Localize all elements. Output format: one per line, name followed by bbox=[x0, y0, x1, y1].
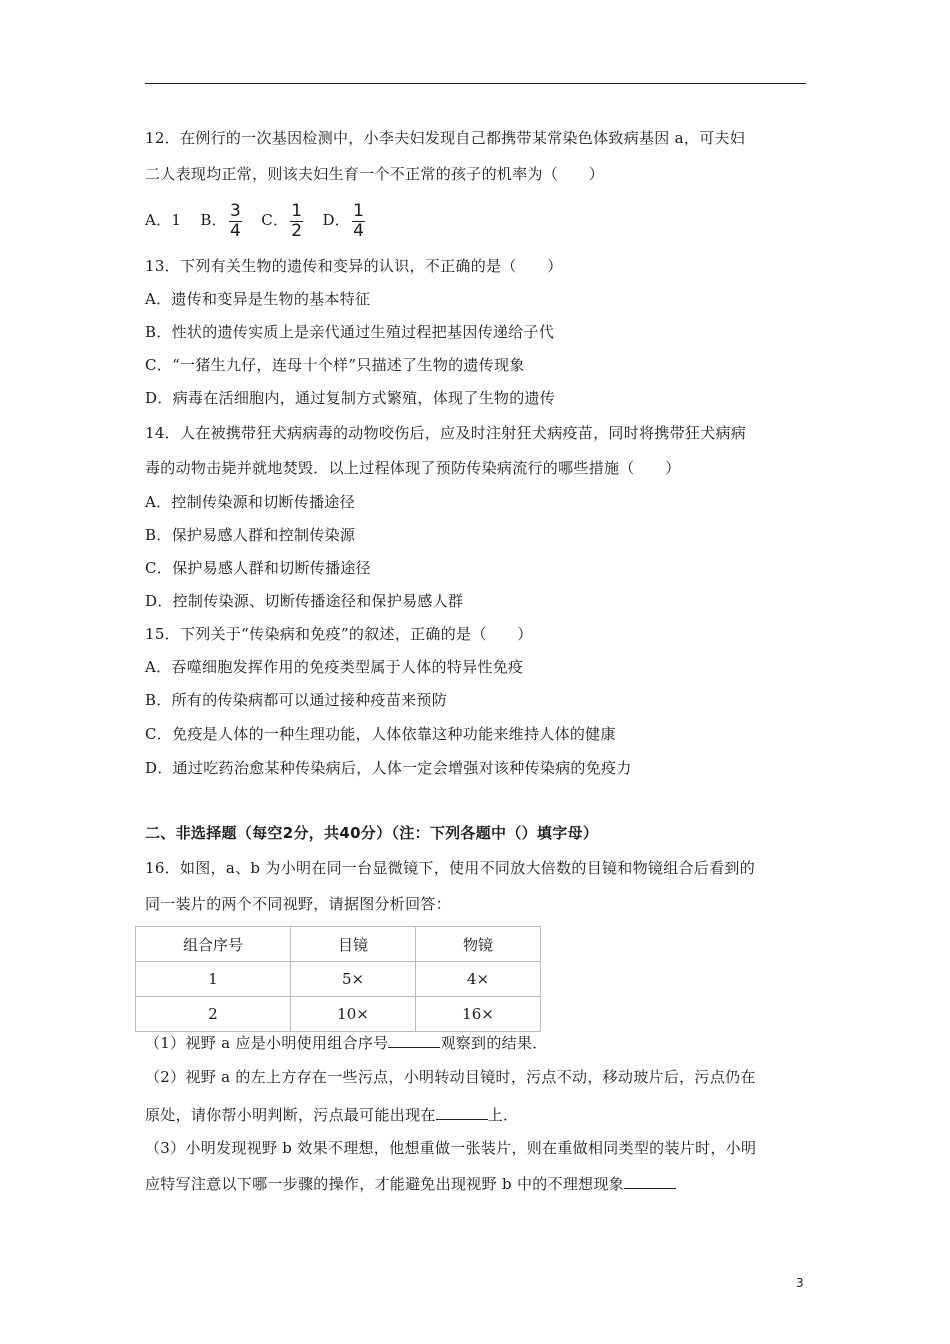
table-row bbox=[136, 997, 541, 1032]
table-cell: 16× bbox=[416, 997, 541, 1032]
q16-part2-text-end: 上． bbox=[487, 1106, 519, 1124]
q12-option-d-denominator: 4 bbox=[353, 220, 365, 241]
q12-option-a: A．1 bbox=[145, 211, 182, 229]
q16-stem-line2: 同一装片的两个不同视野，请据图分析回答： bbox=[145, 895, 452, 913]
q15-stem: 15．下列关于“传染病和免疫”的叙述，正确的是（ ） bbox=[145, 625, 533, 643]
q12-option-d-numerator: 1 bbox=[353, 200, 365, 221]
q14-option-a: A．控制传染源和切断传播途径 bbox=[145, 493, 356, 511]
q14-option-b: B．保护易感人群和控制传染源 bbox=[145, 526, 356, 544]
q15-option-b: B．所有的传染病都可以通过接种疫苗来预防 bbox=[145, 691, 448, 709]
q13-option-d: D．病毒在活细胞内，通过复制方式繁殖，体现了生物的遗传 bbox=[145, 389, 556, 407]
q16-part3-line1: （3）小明发现视野 b 效果不理想，他想重做一张装片，则在重做相同类型的装片时，小明 bbox=[145, 1139, 757, 1157]
q16-part3-text: 应特写注意以下哪一步骤的操作，才能避免出现视野 b 中的不理想现象 bbox=[145, 1175, 625, 1193]
q15-option-c: C．免疫是人体的一种生理功能，人体依靠这种功能来维持人体的健康 bbox=[145, 725, 616, 743]
q12-stem-line2: 二人表现均正常，则该夫妇生育一个不正常的孩子的机率为（ ） bbox=[145, 165, 605, 183]
table-cell: 10× bbox=[291, 997, 416, 1032]
q12-option-b-fraction bbox=[229, 202, 242, 241]
answer-blank-1[interactable] bbox=[388, 1032, 440, 1048]
q13-option-a: A．遗传和变异是生物的基本特征 bbox=[145, 290, 371, 308]
q16-part1-text-end: 观察到的结果． bbox=[440, 1034, 548, 1052]
q12-option-d-label: D． bbox=[322, 211, 351, 229]
table-cell: 4× bbox=[416, 962, 541, 997]
q16-part2-text: 原处，请你帮小明判断，污点最可能出现在 bbox=[145, 1106, 436, 1124]
q13-option-c: C．“一猪生九仔，连母十个样”只描述了生物的遗传现象 bbox=[145, 356, 525, 374]
q16-part1 bbox=[145, 1032, 548, 1053]
q14-option-d: D．控制传染源、切断传播途径和保护易感人群 bbox=[145, 592, 464, 610]
table-header-cell: 目镜 bbox=[291, 927, 416, 962]
q14-stem-line2: 毒的动物击毙并就地焚毁．以上过程体现了预防传染病流行的哪些措施（ ） bbox=[145, 459, 681, 477]
q12-stem-line1: 12．在例行的一次基因检测中，小李夫妇发现自己都携带某常染色体致病基因 a，可夫妇 bbox=[145, 129, 746, 147]
q15-option-d: D．通过吃药治愈某种传染病后，人体一定会增强对该种传染病的免疫力 bbox=[145, 759, 632, 777]
q12-option-c-label: C． bbox=[261, 211, 289, 229]
table-header-cell: 物镜 bbox=[416, 927, 541, 962]
q16-part3-line2 bbox=[145, 1173, 676, 1194]
q12-option-b-label: B． bbox=[200, 211, 227, 229]
table-header-cell: 组合序号 bbox=[136, 927, 291, 962]
q15-option-a: A．吞噬细胞发挥作用的免疫类型属于人体的特异性免疫 bbox=[145, 658, 524, 676]
q13-stem: 13．下列有关生物的遗传和变异的认识，不正确的是（ ） bbox=[145, 257, 563, 275]
lens-combination-table bbox=[135, 926, 541, 1032]
q16-part2-line1: （2）视野 a 的左上方存在一些污点，小明转动目镜时，污点不动，移动玻片后，污点仍在 bbox=[145, 1068, 756, 1086]
q12-option-d-fraction bbox=[352, 202, 365, 241]
page-number: 3 bbox=[796, 1276, 804, 1290]
q16-part2-line2 bbox=[145, 1104, 518, 1125]
q16-stem-line1: 16．如图，a、b 为小明在同一台显微镜下，使用不同放大倍数的目镜和物镜组合后看到的 bbox=[145, 859, 756, 877]
q12-options bbox=[145, 198, 367, 242]
table-header-row bbox=[136, 927, 541, 962]
q14-option-c: C．保护易感人群和切断传播途径 bbox=[145, 559, 371, 577]
q12-option-c-denominator: 2 bbox=[291, 220, 303, 241]
q12-option-b-denominator: 4 bbox=[229, 220, 242, 241]
answer-blank-2[interactable] bbox=[436, 1104, 488, 1120]
header-rule bbox=[145, 83, 806, 84]
q12-option-c-numerator: 1 bbox=[291, 200, 303, 221]
q12-option-b-numerator: 3 bbox=[229, 200, 242, 221]
q12-option-c-fraction bbox=[290, 202, 303, 241]
q13-option-b: B．性状的遗传实质上是亲代通过生殖过程把基因传递给子代 bbox=[145, 323, 555, 341]
answer-blank-3[interactable] bbox=[624, 1173, 676, 1189]
q14-stem-line1: 14．人在被携带狂犬病病毒的动物咬伤后，应及时注射狂犬病疫苗，同时将携带狂犬病病 bbox=[145, 424, 747, 442]
section-heading: 二、非选择题（每空2分，共40分）（注：下列各题中（）填字母） bbox=[145, 824, 599, 842]
table-cell: 1 bbox=[136, 962, 291, 997]
table-cell: 5× bbox=[291, 962, 416, 997]
table-row bbox=[136, 962, 541, 997]
q16-part1-text: （1）视野 a 应是小明使用组合序号 bbox=[145, 1034, 389, 1052]
table-cell: 2 bbox=[136, 997, 291, 1032]
